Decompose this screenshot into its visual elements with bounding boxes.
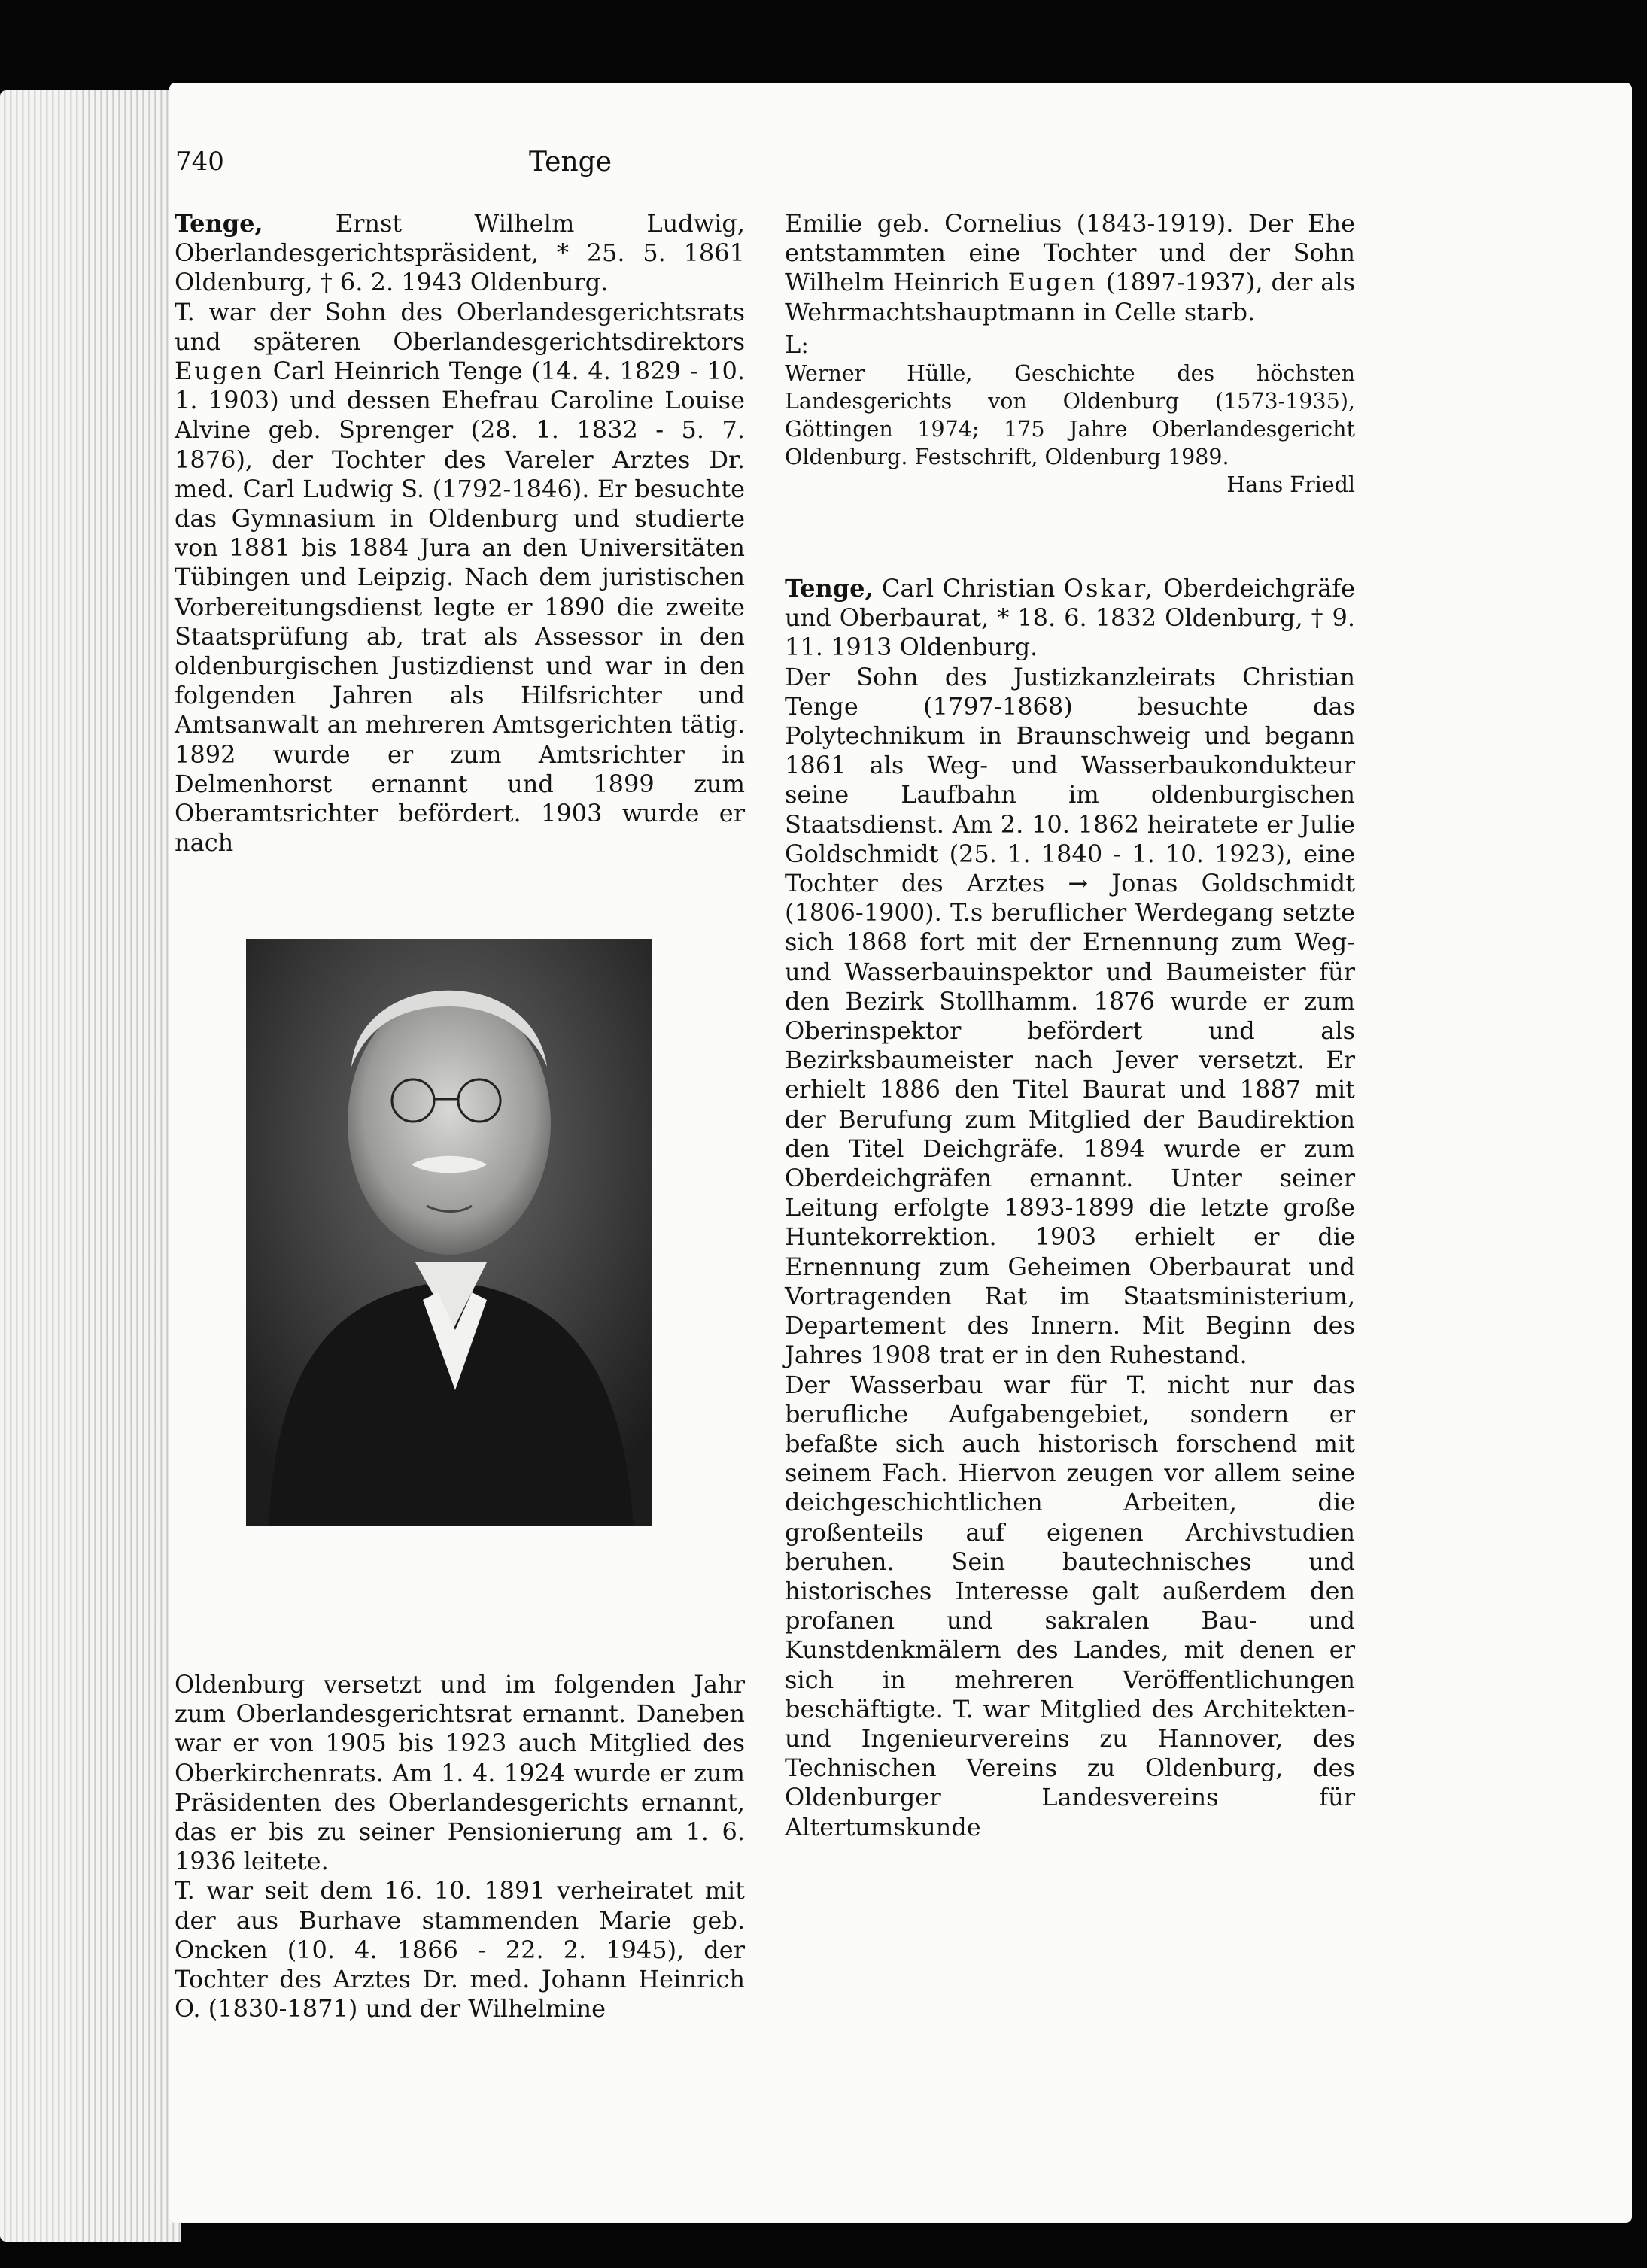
- portrait-photo: [246, 939, 652, 1526]
- entry1-bio-a-text: T. war der Sohn des Oberlandesgerichtsrats und späteren Oberlandesgerichtsdirektors: [175, 297, 745, 356]
- literature-label: L:: [785, 329, 810, 359]
- entry2-bio-b: Der Wasserbau war für T. nicht nur das berufliche Aufgabengebiet, sondern er befaßte sich auch historisch forschend mit seinem Fach. Hiervon zeugen vor allem seine deichgeschichtlichen Arbeiten, die großenteils auf eigenen Archivstudien beruhen. Sein bautechnisches und historisches Interesse galt außerdem den profanen und sakralen Bau- und Kunstdenkmälern des Landes, mit denen er sich in mehreren Veröffentlichungen beschäftigte. T. war Mitglied des Architekten- und Ingenieurvereins zu Hannover, des Technischen Vereins zu Oldenburg, des Oldenburger Landesvereins für Altertumskunde: [785, 1370, 1355, 1841]
- left-column-lower: [175, 1670, 745, 2024]
- entry1-spaced-name-2: Eugen: [1007, 268, 1098, 297]
- entry1-heading: [175, 209, 745, 298]
- entry2-surname: Tenge,: [785, 574, 874, 603]
- entry2-name-post: Oberdeichgräfe und Oberbaurat, * 18. 6. 1832 Oldenburg, † 9. 11. 1913 Oldenburg.: [785, 574, 1356, 662]
- entry1-author: Hans Friedl: [1226, 472, 1355, 498]
- entry2-spaced-name: Oskar,: [1063, 574, 1155, 603]
- entry2-name-pre: Carl Christian: [882, 574, 1056, 603]
- literature-list: Werner Hülle, Geschichte des höchsten Landesgerichts von Oldenburg (1573-1935), Göttingen 1974; 175 Jahre Oberlandesgericht Oldenburg. Festschrift, Oldenburg 1989.: [785, 361, 1355, 470]
- entry2-heading: [785, 574, 1355, 663]
- entry1-name: Ernst Wilhelm Ludwig, Oberlandesgerichtspräsident, * 25. 5. 1861 Oldenburg, † 6. 2. 1943 Oldenburg.: [175, 209, 746, 297]
- entry2-bio-a: Der Sohn des Justizkanzleirats Christian Tenge (1797-1868) besuchte das Polytechnikum in Braunschweig und begann 1861 als Weg- und Wasserbaukondukteur seine Laufbahn im oldenburgischen Staatsdienst. Am 2. 10. 1862 heiratete er Julie Goldschmidt (25. 1. 1840 - 1. 10. 1923), eine Tochter des Arztes → Jonas Goldschmidt (1806-1900). T.s beruflicher Werdegang setzte sich 1868 fort mit der Ernennung zum Weg- und Wasserbauinspektor und Baumeister für den Bezirk Stollhamm. 1876 wurde er zum Oberinspektor befördert und als Bezirksbaumeister nach Jever versetzt. Er erhielt 1886 den Titel Baurat und 1887 mit der Berufung zum Mitglied der Baudirektion den Titel Deichgräfe. 1894 wurde er zum Oberdeichgräfen ernannt. Unter seiner Leitung erfolgte 1893-1899 die letzte große Huntekorrektion. 1903 erhielt er die Ernennung zum Geheimen Oberbaurat und Vortragenden Rat im Staatsministerium, Departement des Innern. Mit Beginn des Jahres 1908 trat er in den Ruhestand.: [785, 662, 1355, 1370]
- left-column: [175, 209, 745, 858]
- entry1-surname: Tenge,: [175, 209, 263, 238]
- entry1-bio-d-text2: (1897-1937), der als Wehrmachtshauptmann in Celle starb.: [785, 268, 1356, 326]
- entry1-bio-a-text2: Carl Heinrich Tenge (14. 4. 1829 - 10. 1. 1903) und dessen Ehefrau Caroline Louise Alvine geb. Sprenger (28. 1. 1832 - 5. 7. 1876), der Tochter des Vareler Arztes Dr. med. Carl Ludwig S. (1792-1846). Er besuchte das Gymnasium in Oldenburg und studierte von 1881 bis 1884 Jura an den Universitäten Tübingen und Leipzig. Nach dem juristischen Vorbereitungsdienst legte er 1890 die zweite Staatsprüfung ab, trat als Assessor in den oldenburgischen Justizdienst und war in den folgenden Jahren als Hilfsrichter und Amtsanwalt an mehreren Amtsgerichten tätig. 1892 wurde er zum Amtsrichter in Delmenhorst ernannt und 1899 zum Oberamtsrichter befördert. 1903 wurde er nach: [175, 357, 746, 858]
- entry1-bio-c: T. war seit dem 16. 10. 1891 verheiratet mit der aus Burhave stammenden Marie geb. Oncken (10. 4. 1866 - 22. 2. 1945), der Tochter des Arztes Dr. med. Johann Heinrich O. (1830-1871) und der Wilhelmine: [175, 1876, 745, 2024]
- running-head: Tenge: [528, 147, 612, 178]
- right-column: [785, 209, 1355, 1842]
- book-page-edges: [0, 90, 181, 2242]
- entry1-bio-b: Oldenburg versetzt und im folgenden Jahr zum Oberlandesgerichtsrat ernannt. Daneben war er von 1905 bis 1923 auch Mitglied des Oberkirchenrats. Am 1. 4. 1924 wurde er zum Präsidenten des Oberlandesgerichts ernannt, das er bis zu seiner Pensionierung am 1. 6. 1936 leitete.: [175, 1670, 745, 1876]
- entry1-bio-a: [175, 298, 745, 858]
- page-header: [175, 147, 965, 192]
- entry1-spaced-name: Eugen: [175, 357, 264, 386]
- entry1-bio-d-text: Emilie geb. Cornelius (1843-1919). Der Ehe entstammten eine Tochter und der Sohn Wilhelm Heinrich: [785, 209, 1355, 297]
- entry1-bio-d: [785, 209, 1355, 327]
- page-number: 740: [175, 147, 224, 177]
